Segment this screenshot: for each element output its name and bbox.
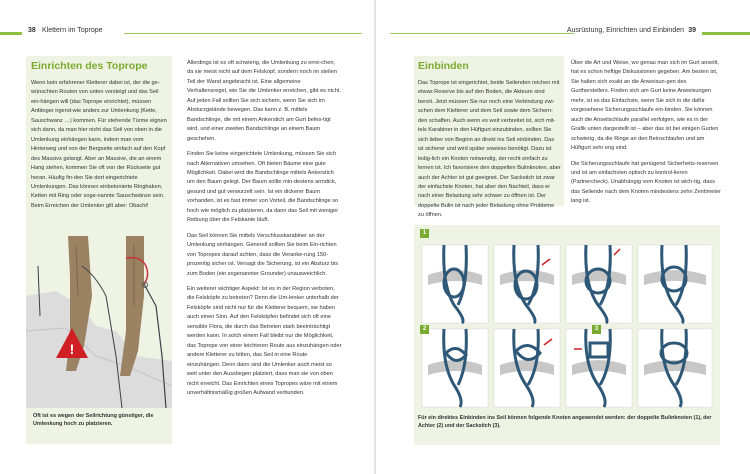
header-rule xyxy=(390,33,574,34)
knot-panel xyxy=(422,245,488,323)
header-accent-bar xyxy=(0,32,22,35)
paragraph: Finden Sie keine eingerichtete Umlenkung, müssen Sie sich nach Alternativen umsehen. Oft bieten Bäume eine gute Möglichkeit. Dabei wird die Bandschlinge mittels Ankerstich um den Baum gelegt. Der Baum sollte min-destens armdick, gesund und gut verwurzelt sein. Ist ein dickerer Baum vorhanden, ist es fast immer von Vorteil, die Bandschlinge so hoch wie möglich zu platzieren, da dann das Seil mit weniger Reibung über die Felskante läuft. xyxy=(187,151,339,224)
paragraph: Das Seil können Sie mittels Verschlusskarabiner an der Umlenkung einhängen. Generell sollten Sie beim Ein-richten von Topropes darauf achten, dass die Veranke-rung 150-prozentig sicher ist. Versagt die Sicherung, ist ein Absturz bis zum Boden (ein sogenannter Grounder) unausweichlich. xyxy=(187,232,339,277)
right-page-column-2 xyxy=(571,59,724,213)
paragraph: Das Toprope ist eingerichtet, beide Seilenden reichen mit etwas Reserve bis auf den Boden, die Akteure sind bereit. Jetzt müssen Sie nur noch eine Verbindung zwi-schen dem Kletterer und dem Seil sowie dem Sichern-den schaffen. Auch wenn es weit verbreitet ist, sich mit-tels Karabiner in den Hüftgurt einzubinden, sollten Sie sich lieber von Beginn an direkt ins Seil einbinden. Das ist sicherer und wird später sowieso benötigt. Dazu ist ledig-lich ein Knoten notwendig, der recht einfach zu lernen ist. Ich favorisiere den doppelten Bulinknoten, aber auch der Achter ist gut geeignet. Der Sackstich ist zwar der einfachste Knoten, hat aber den Nachteil, dass er nach einer Belastung sehr schwer zu öffnen ist. Der doppelte Bulin ist nach jeder Belastung ohne Probleme zu öffnen. xyxy=(418,80,561,219)
knot-panel xyxy=(566,329,632,407)
section-heading-einbinden: Einbinden xyxy=(418,60,469,72)
knot-panel xyxy=(494,245,560,323)
paragraph: Über die Art und Weise, wo genau man sich im Gurt anseilt, hat es schon heftige Diskussionen gegeben. Am besten ist, Sie halten sich exakt an die Anweisun-gen des Gurtherstellers. Finden sich am Gurt keine Anweisungen mehr, ist es das Einfachste, wenn Sie sich in die dafür vorgesehene Sicherungsschlaufe ein-binden. Sie können auch die Anseilschlaufe parallel verfolgen, wie es in der Grafik unten dargestellt ist – aber das ist bei einigen Gurten schwierig, da die Ringe an den Beinschlaufen und am Hüftgurt sehr eng sind. xyxy=(571,60,719,152)
header-rule xyxy=(124,33,362,34)
left-running-header xyxy=(0,27,372,41)
knot-panel xyxy=(494,329,560,407)
knot-illustrations xyxy=(414,225,720,411)
section-heading-toprope: Einrichten des Toprope xyxy=(31,60,148,72)
knot-panel xyxy=(566,245,632,323)
paragraph: Allerdings ist es oft schwierig, die Umlenkung zu errei-chen, da sie meist nicht auf dem Felskopf, sondern noch im steilen Teil der Wand angebracht ist. Eine allgemeine Verhaltensregel, wie Sie die Umlenker erreichen, gibt es nicht. Auf jeden Fall sollten Sie sich sichern, wenn Sie sich im Absturzgelände bewegen. Das kann z. B. mittels Bandschlinge, die mit einem Ankerstich am Gurt befes-tigt wird, und einer zweiten Bandschlinge an einem Baum geschehen. xyxy=(187,60,341,142)
left-page-number: 38 xyxy=(28,27,36,34)
right-page-number: 39 xyxy=(688,27,696,34)
knot-panel xyxy=(422,329,488,407)
left-page-column-1 xyxy=(31,79,169,217)
right-figure-caption: Für ein direktes Einbinden ins Seil können folgende Knoten angewendet werden: der doppelte Bulinknoten (1), der Achter (2) und der Sackstich (3). xyxy=(418,415,712,430)
step-badge-2: 2 xyxy=(420,325,429,334)
left-page-column-2 xyxy=(187,59,342,404)
tree-anchor-illustration xyxy=(26,236,172,408)
svg-text:!: ! xyxy=(69,341,75,357)
knot-panel xyxy=(638,329,712,407)
knot-panel xyxy=(638,245,712,323)
paragraph: Ein weiterer wichtiger Aspekt: Ist es in der Region verboten, die Felsköpfe zu betreten? Denn die Um-lenker unterhalb der Felsköpfe sind nicht nur für die Kletterer bequem, sie haben auch einen Sinn. Auf den Felsköpfen befindet sich oft eine sensible Flora, die durch das Betreten stark beeinträchtigt werden kann. In solch einem Fall bleibt nur die Möglichkeit, das Toprope von einer leichteren Route aus einzuhängen oder andere Kletterer zu bitten, das Seil in eine Route einzuhängen. Denn dann sind die Umlenker auch meist so weit unter den Ausstiegen platziert, dass man sie von oben nicht erreicht. Das Einrichten eines Topropes wäre mit einem unverhältnismäßig großen Aufwand verbunden. xyxy=(187,285,342,396)
paragraph: Wenn kein erfahrener Kletterer dabei ist, der die ge-wünschten Routen von unten vorsteigt und das Seil ein-hängen will (das Toprope einrichtet), müssen Anfänger irgend-wie anders zur Umlenkung (Kette, Sauschwanz …) kommen. Für stehende Türme eignen sich dann, da man hier nicht das Seil von oben in die Umlenkung einhängen kann, indem man vom Hinterweg und von der Bergseite einfach auf den Kopf des Massivs gelangt. Aber an Massive, die an einem Hang stehen, kommen Sie oft von der Rückseite gut heran. Häufig fin-den Sie dort eingerichtete Umlenkungen. Das können einbetonierte Ringhaken, Ketten mit Ring oder soge-nannte Sauschwänze sein. Beim Erreichen der Umlenker gilt aber: Obacht! xyxy=(31,80,167,209)
right-running-title: Ausrüstung, Einrichten und Einbinden xyxy=(566,27,684,34)
left-running-title: Klettern im Toprope xyxy=(42,27,103,34)
step-badge-3: 3 xyxy=(592,325,601,334)
right-page-column-1 xyxy=(418,79,561,227)
right-running-header xyxy=(376,27,750,41)
step-badge-1: 1 xyxy=(420,229,429,238)
paragraph: Die Sicherungsschlaufe hat genügend Sicherheits-reserven und ist am einfachsten optisch zu kontrol-lieren (Partnercheck). Unabhängig vom Knoten ist wich-tig, dass das Seilende nach dem Knoten mindestens zehn Zentimeter lang ist. xyxy=(571,160,721,205)
left-figure-caption: Oft ist es wegen der Seilrichtung günstiger, die Umlenkung hoch zu platzieren. xyxy=(33,413,154,428)
header-accent-bar xyxy=(702,32,750,35)
page-gutter xyxy=(374,0,376,474)
